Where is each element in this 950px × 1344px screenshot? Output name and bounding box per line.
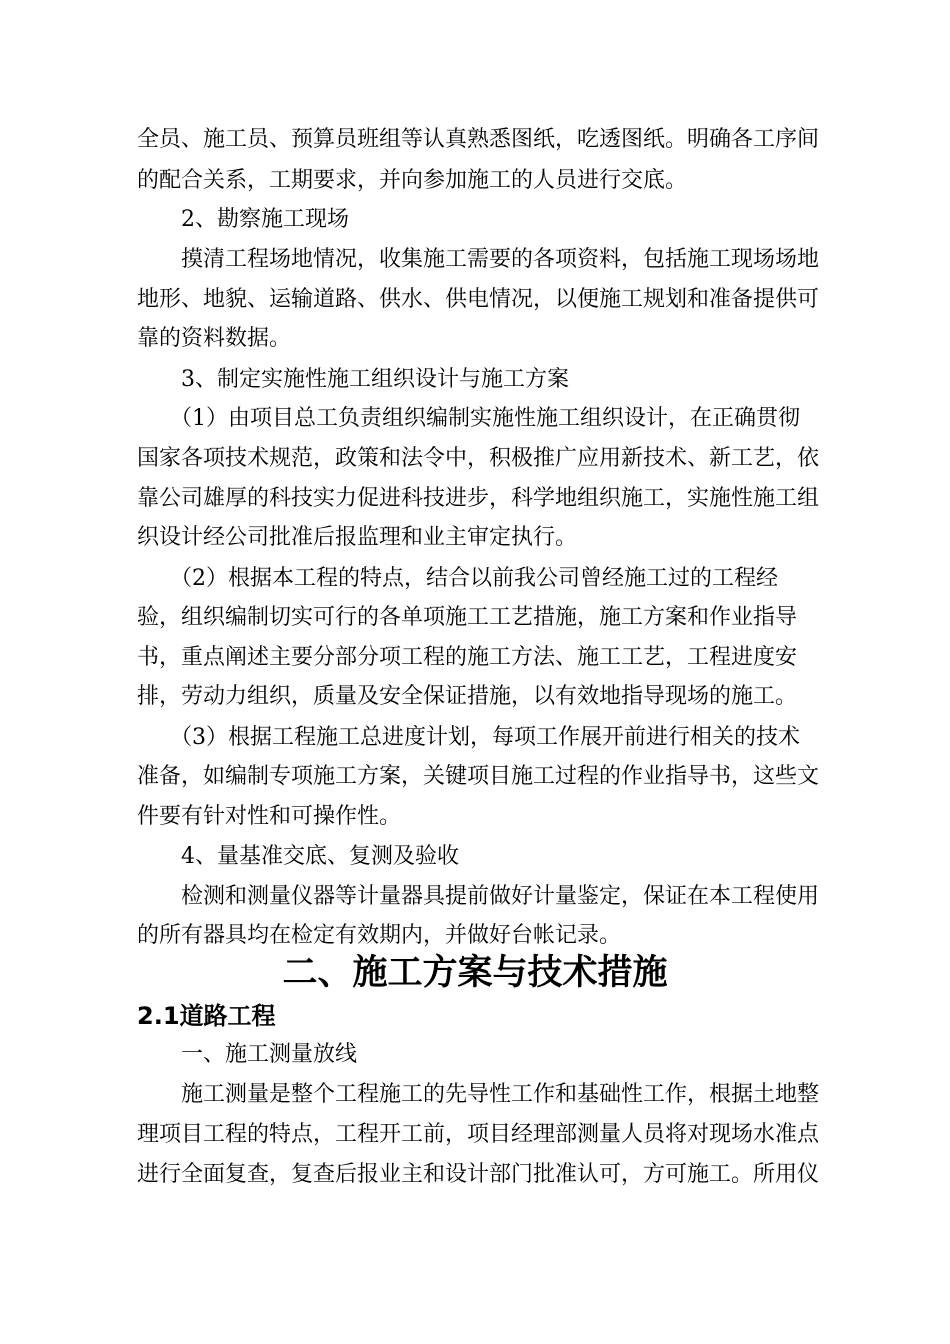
text-line: 验，组织编制切实可行的各单项施工工艺措施，施工方案和作业指导 — [137, 605, 798, 630]
subsection-title: 2.1道路工程 — [137, 1002, 276, 1030]
text-line: 理项目工程的特点，工程开工前，项目经理部测量人员将对现场水准点 — [137, 1122, 820, 1147]
subsection-item: 一、施工测量放线 — [181, 1042, 358, 1067]
text-line: 的配合关系，工期要求，并向参加施工的人员进行交底。 — [137, 168, 688, 193]
text-line: 摸清工程场地情况，收集施工需要的各项资料，包括施工现场场地 — [181, 247, 820, 272]
text-line: 排，劳动力组织，质量及安全保证措施，以有效地指导现场的施工。 — [137, 684, 798, 709]
item-heading: 3、制定实施性施工组织设计与施工方案 — [181, 367, 569, 392]
text-line: 检测和测量仪器等计量器具提前做好计量鉴定，保证在本工程使用 — [181, 884, 820, 909]
text-line: 准备，如编制专项施工方案，关键项目施工过程的作业指导书，这些文 — [137, 764, 820, 789]
text-line: 国家各项技术规范，政策和法令中，积极推广应用新技术、新工艺，依 — [137, 446, 820, 471]
text-line: （3）根据工程施工总进度计划，每项工作展开前进行相关的技术 — [170, 725, 800, 750]
text-line: 的所有器具均在检定有效期内，并做好台帐记录。 — [137, 923, 622, 948]
text-line: 靠公司雄厚的科技实力促进科技进步，科学地组织施工，实施性施工组 — [137, 486, 820, 511]
text-line: 书，重点阐述主要分部分项工程的施工方法、施工工艺，工程进度安 — [137, 645, 798, 670]
text-line: 全员、施工员、预算员班组等认真熟悉图纸，吃透图纸。明确各工序间 — [137, 127, 820, 152]
text-line: 施工测量是整个工程施工的先导性工作和基础性工作，根据土地整 — [181, 1082, 820, 1107]
item-heading: 4、量基准交底、复测及验收 — [181, 844, 459, 869]
text-line: 地形、地貌、运输道路、供水、供电情况，以便施工规划和准备提供可 — [137, 287, 820, 312]
text-line: （2）根据本工程的特点，结合以前我公司曾经施工过的工程经 — [170, 566, 778, 591]
text-line: 进行全面复查，复查后报业主和设计部门批准认可，方可施工。所用仪 — [137, 1162, 820, 1187]
text-line: 件要有针对性和可操作性。 — [137, 804, 402, 829]
text-line: （1）由项目总工负责组织编制实施性施工组织设计，在正确贯彻 — [170, 406, 800, 431]
text-line: 织设计经公司批准后报监理和业主审定执行。 — [137, 525, 578, 550]
text-line: 靠的资料数据。 — [137, 326, 292, 351]
section-title: 二、施工方案与技术措施 — [282, 953, 668, 993]
item-heading: 2、勘察施工现场 — [181, 207, 349, 232]
